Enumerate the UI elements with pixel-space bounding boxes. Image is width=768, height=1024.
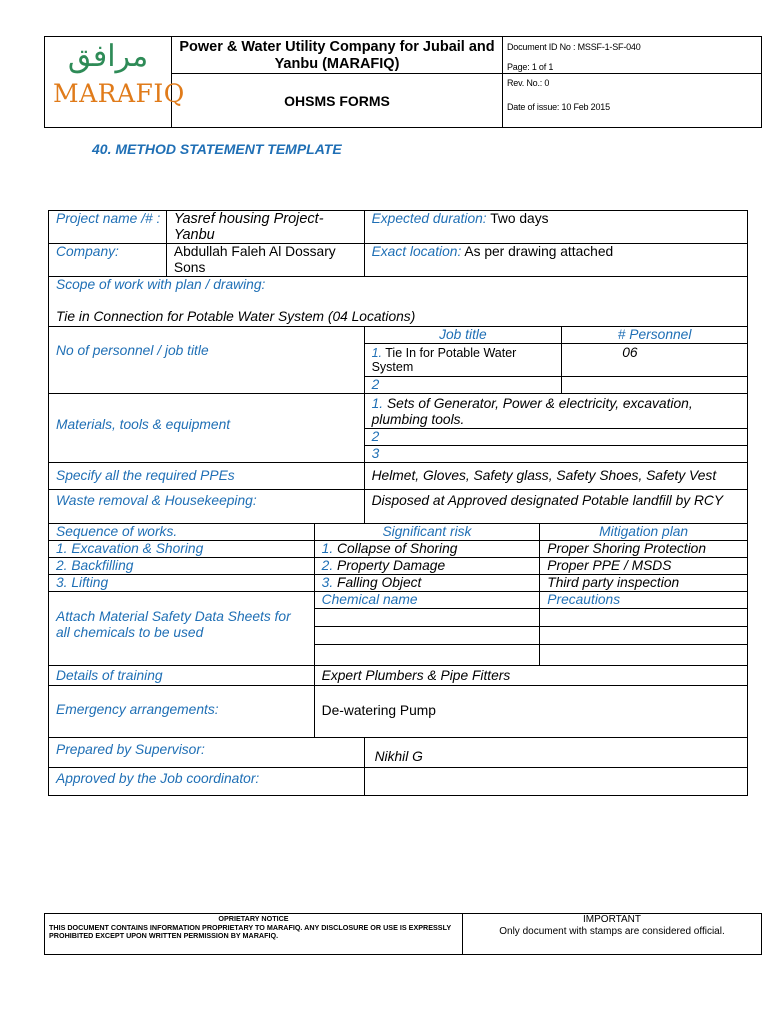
training-label: Details of training	[49, 666, 315, 686]
issue-date: Date of issue: 10 Feb 2015	[507, 102, 610, 112]
emergency-value: De-watering Pump	[314, 686, 747, 738]
msds-label: Attach Material Safety Data Sheets for all chemicals to be used	[49, 592, 315, 666]
precautions-2	[540, 627, 748, 645]
mitigation-header: Mitigation plan	[540, 524, 748, 541]
company-value: Abdullah Faleh Al Dossary Sons	[166, 244, 364, 277]
proprietary-notice	[45, 914, 463, 955]
chemical-name-1	[314, 609, 540, 627]
chemical-name-3	[314, 645, 540, 666]
training-value: Expert Plumbers & Pipe Fitters	[314, 666, 747, 686]
duration-cell	[364, 211, 747, 244]
duration-label: Expected duration:	[371, 211, 487, 226]
method-statement-form	[48, 210, 748, 796]
location-cell	[364, 244, 747, 277]
waste-value: Disposed at Approved designated Potable landfill by RCY	[364, 490, 747, 524]
waste-label: Waste removal & Housekeeping:	[49, 490, 365, 524]
chemical-name-2	[314, 627, 540, 645]
sequence-3: 3. Lifting	[49, 575, 315, 592]
risk-1: 1. Collapse of Shoring	[314, 541, 540, 558]
revision-number: Rev. No.: 0	[507, 78, 550, 88]
doc-id: Document ID No : MSSF-1-SF-040	[507, 42, 641, 52]
meta-cell-2	[503, 74, 762, 128]
mitigation-2: Proper PPE / MSDS	[540, 558, 748, 575]
scope-cell	[49, 277, 748, 327]
materials-1: 1. Sets of Generator, Power & electricity, excavation, plumbing tools.	[364, 394, 747, 429]
document-title: 40. METHOD STATEMENT TEMPLATE	[92, 141, 342, 157]
meta-cell	[503, 37, 762, 74]
mitigation-3: Third party inspection	[540, 575, 748, 592]
scope-value: Tie in Connection for Potable Water System (04 Locations)	[56, 309, 416, 324]
precautions-1	[540, 609, 748, 627]
document-footer	[44, 913, 762, 955]
personnel-label: No of personnel / job title	[49, 327, 365, 394]
mitigation-1: Proper Shoring Protection	[540, 541, 748, 558]
prepared-by-value: Nikhil G	[364, 738, 747, 768]
precautions-header: Precautions	[540, 592, 748, 609]
ppe-value: Helmet, Gloves, Safety glass, Safety Shoes, Safety Vest	[364, 463, 747, 490]
approved-by-label: Approved by the Job coordinator:	[49, 768, 365, 796]
project-name-value: Yasref housing Project-Yanbu	[166, 211, 364, 244]
marafiq-logo-english: MARAFIQ	[53, 79, 185, 108]
personnel-count-2	[562, 377, 748, 394]
important-title: IMPORTANT	[583, 914, 641, 925]
marafiq-logo-arabic: مرافق	[67, 39, 149, 74]
materials-3: 3	[364, 446, 747, 463]
notice-text: THIS DOCUMENT CONTAINS INFORMATION PROPRIETARY TO MARAFIQ. ANY DISCLOSURE OR USE IS EXPRESSLY PROHIBITED EXCEPT UPON WRITTEN PERMISSION BY MARAFIQ.	[49, 922, 451, 940]
location-value: As per drawing attached	[464, 244, 614, 259]
scope-label: Scope of work with plan / drawing:	[56, 277, 266, 292]
materials-label: Materials, tools & equipment	[49, 394, 365, 463]
important-notice	[463, 914, 762, 955]
emergency-label: Emergency arrangements:	[49, 686, 315, 738]
important-text: Only document with stamps are considered official.	[499, 926, 725, 937]
logo-cell	[45, 37, 185, 128]
personnel-count-1: 06	[562, 344, 748, 377]
form-group-title: OHSMS FORMS	[172, 74, 503, 128]
sequence-header: Sequence of works.	[49, 524, 315, 541]
sequence-1: 1. Excavation & Shoring	[49, 541, 315, 558]
chemical-name-header: Chemical name	[314, 592, 540, 609]
sequence-2: 2. Backfilling	[49, 558, 315, 575]
materials-2: 2	[364, 429, 747, 446]
company-name: Power & Water Utility Company for Jubail and Yanbu (MARAFIQ)	[172, 37, 503, 74]
notice-title: OPRIETARY NOTICE	[218, 914, 289, 923]
prepared-by-label: Prepared by Supervisor:	[49, 738, 365, 768]
personnel-count-header: # Personnel	[562, 327, 748, 344]
project-name-label: Project name /# :	[49, 211, 167, 244]
page-number: Page: 1 of 1	[507, 62, 554, 72]
ppe-label: Specify all the required PPEs	[49, 463, 365, 490]
risk-header: Significant risk	[314, 524, 540, 541]
risk-3: 3. Falling Object	[314, 575, 540, 592]
duration-value: Two days	[490, 211, 549, 226]
risk-2: 2. Property Damage	[314, 558, 540, 575]
approved-by-value	[364, 768, 747, 796]
job-title-1: 1. Tie In for Potable Water System	[364, 344, 562, 377]
company-label: Company:	[49, 244, 167, 277]
job-title-2: 2	[364, 377, 562, 394]
job-title-header: Job title	[364, 327, 562, 344]
precautions-3	[540, 645, 748, 666]
location-label: Exact location:	[371, 244, 462, 259]
document-header	[44, 36, 762, 128]
